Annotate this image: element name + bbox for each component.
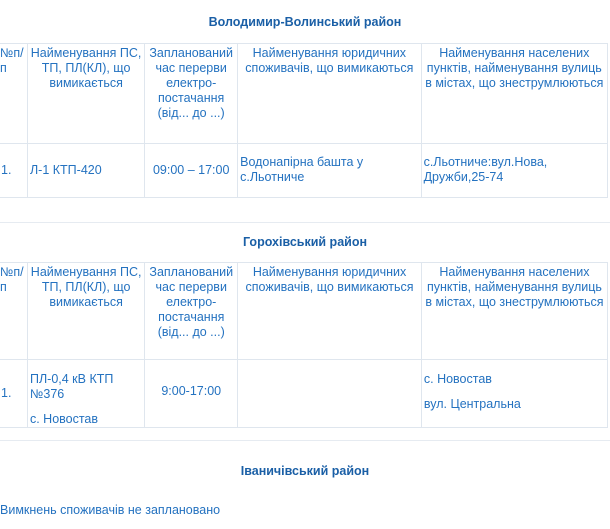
header-legal: Найменування юридичних споживачів, що вимикаються bbox=[238, 263, 422, 360]
header-object: Найменування ПС, ТП, ПЛ(КЛ), що вимикається bbox=[27, 44, 144, 144]
row-num: 1. bbox=[0, 144, 27, 198]
row-legal: Водонапірна башта у с.Льотниче bbox=[238, 144, 421, 198]
no-outages-note: Вимкнень споживачів не заплановано bbox=[0, 503, 221, 517]
row-object-line: ПЛ-0,4 кВ КТП №376 bbox=[29, 372, 114, 401]
outage-table-volodymyr-volynskyi bbox=[0, 43, 608, 198]
header-num: №п/п bbox=[0, 44, 27, 144]
row-object bbox=[27, 360, 144, 428]
row-places: с.Льотниче:вул.Нова, Дружби,25-74 bbox=[421, 144, 607, 198]
section-divider bbox=[0, 222, 610, 223]
region-title-horokhiv: Горохівський район bbox=[242, 235, 368, 249]
region-title-volodymyr-volynskyi: Володимир-Волинський район bbox=[208, 15, 402, 29]
header-places: Найменування населених пунктів, найменування вулиць в містах, що знеструмлюються bbox=[421, 44, 607, 144]
row-places-line: вул. Центральна bbox=[423, 397, 521, 411]
header-legal: Найменування юридичних споживачів, що вимикаються bbox=[238, 44, 421, 144]
row-num: 1. bbox=[0, 360, 27, 428]
table-header-row bbox=[0, 263, 608, 360]
outage-table-horokhiv bbox=[0, 262, 608, 428]
row-object: Л-1 КТП-420 bbox=[27, 144, 144, 198]
row-time: 09:00 – 17:00 bbox=[145, 144, 238, 198]
header-time: Запланований час перерви електро-постачання (від... до ...) bbox=[145, 263, 238, 360]
table-header-row bbox=[0, 44, 608, 144]
header-num: №п/п bbox=[0, 263, 27, 360]
region-title-ivanychi: Іваничівський район bbox=[240, 464, 370, 478]
table-row bbox=[0, 360, 608, 428]
table-row bbox=[0, 144, 608, 198]
header-time: Запланований час перерви електро-постачання (від... до ...) bbox=[145, 44, 238, 144]
section-divider bbox=[0, 440, 610, 441]
row-places bbox=[421, 360, 607, 428]
row-time: 9:00-17:00 bbox=[145, 360, 238, 428]
header-object: Найменування ПС, ТП, ПЛ(КЛ), що вимикається bbox=[27, 263, 144, 360]
row-places-line: с. Новостав bbox=[423, 372, 492, 386]
row-object-line: с. Новостав bbox=[29, 412, 99, 426]
header-places: Найменування населених пунктів, найменування вулиць в містах, що знеструмлюються bbox=[421, 263, 607, 360]
row-legal bbox=[238, 360, 422, 428]
